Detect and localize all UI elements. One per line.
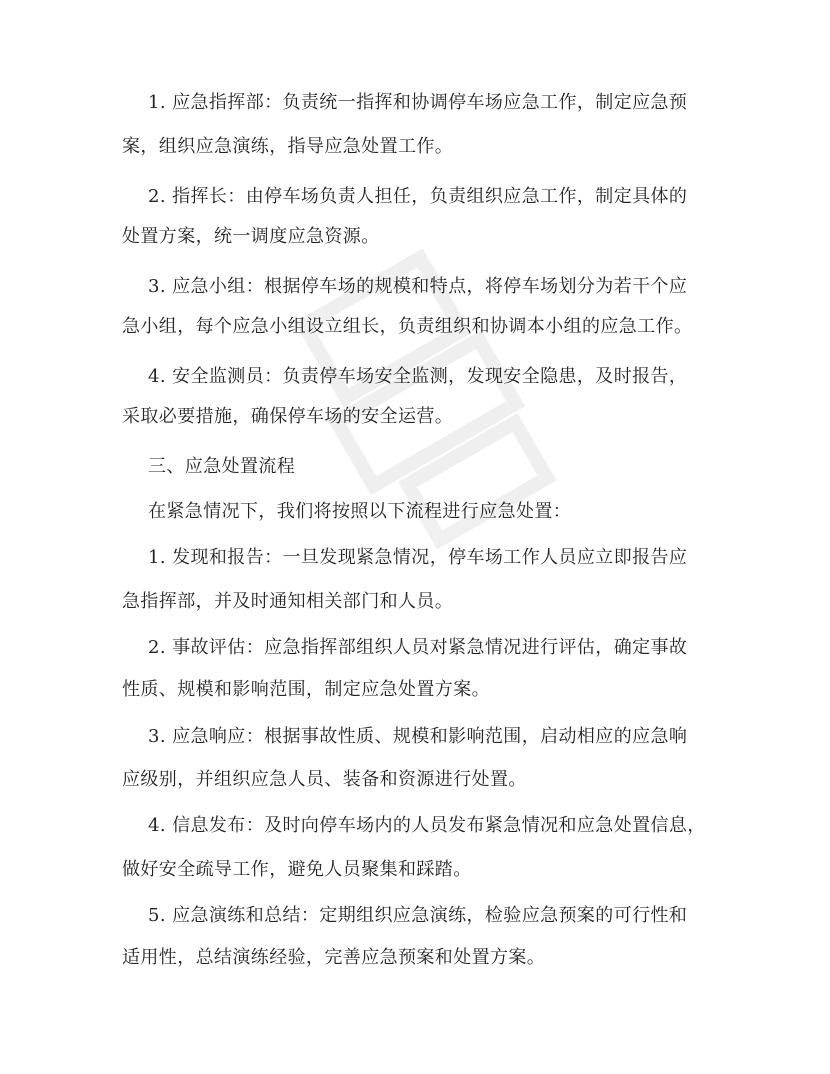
text-line: 1. 应急指挥部：负责统一指挥和协调停车场应急工作，制定应急预: [148, 92, 688, 113]
text-line: 做好安全疏导工作，避免人员聚集和踩踏。: [122, 859, 472, 880]
text-line: 应级别，并组织应急人员、装备和资源进行处置。: [122, 769, 527, 790]
text-line: 急小组，每个应急小组设立组长，负责组织和协调本小组的应急工作。: [122, 316, 693, 337]
text-line: 2. 指挥长：由停车场负责人担任，负责组织应急工作，制定具体的: [148, 186, 688, 207]
text-line: 在紧急情况下，我们将按照以下流程进行应急处置：: [148, 501, 572, 522]
text-line: 适用性，总结演练经验，完善应急预案和处置方案。: [122, 947, 546, 968]
text-line: 采取必要措施，确保停车场的安全运营。: [122, 406, 454, 427]
text-line: 急指挥部，并及时通知相关部门和人员。: [122, 591, 454, 612]
text-line: 1. 发现和报告：一旦发现紧急情况，停车场工作人员应立即报告应: [148, 547, 688, 568]
text-line: 三、应急处置流程: [148, 456, 296, 477]
text-line: 案，组织应急演练，指导应急处置工作。: [122, 136, 454, 157]
text-line: 4. 信息发布：及时向停车场内的人员发布紧急情况和应急处置信息，: [148, 815, 706, 836]
text-line: 3. 应急响应：根据事故性质、规模和影响范围，启动相应的应急响: [148, 726, 688, 747]
text-line: 性质、规模和影响范围，制定应急处置方案。: [122, 679, 490, 700]
text-line: 3. 应急小组：根据停车场的规模和特点，将停车场划分为若干个应: [148, 276, 688, 297]
text-line: 2. 事故评估：应急指挥部组织人员对紧急情况进行评估，确定事故: [148, 637, 688, 658]
text-line: 5. 应急演练和总结：定期组织应急演练，检验应急预案的可行性和: [148, 905, 688, 926]
text-line: 4. 安全监测员：负责停车场安全监测，发现安全隐患，及时报告，: [148, 366, 688, 387]
text-line: 处置方案，统一调度应急资源。: [122, 226, 380, 247]
